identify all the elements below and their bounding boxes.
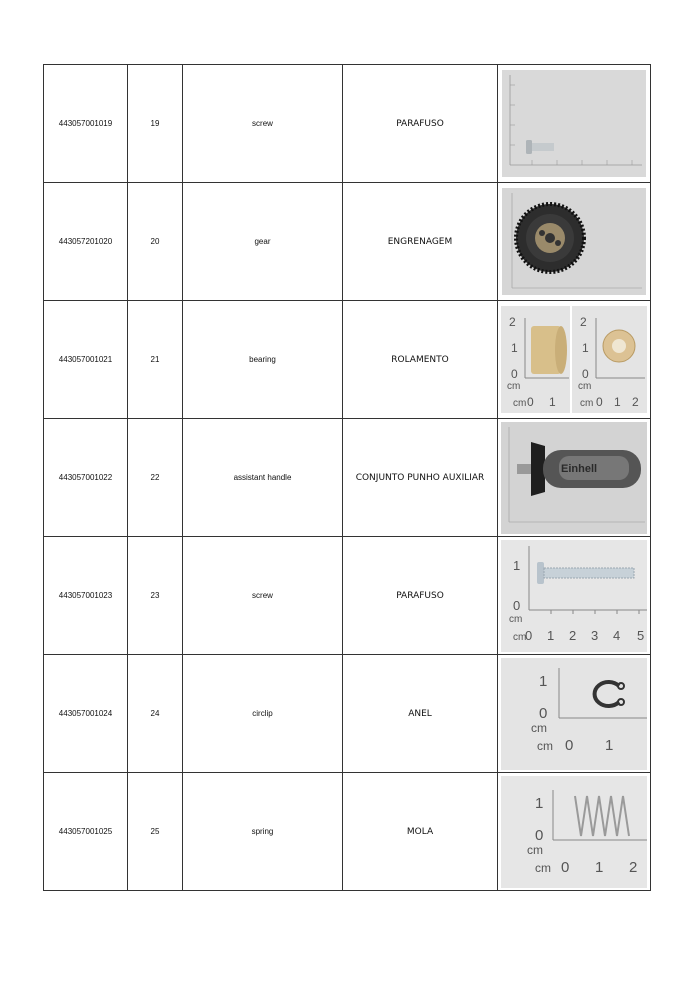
svg-text:cm: cm	[513, 398, 527, 409]
part-description: screw	[183, 537, 343, 655]
part-code: 443057001025	[44, 773, 128, 891]
svg-text:Einhell: Einhell	[561, 462, 598, 475]
svg-text:0: 0	[565, 736, 574, 754]
parts-table	[43, 64, 651, 891]
svg-text:1: 1	[595, 858, 604, 876]
part-code: 443057001021	[44, 301, 128, 419]
part-code: 443057201020	[44, 183, 128, 301]
svg-text:2: 2	[632, 395, 639, 409]
table-row	[44, 183, 651, 301]
svg-text:1: 1	[547, 627, 555, 643]
svg-text:1: 1	[605, 736, 614, 754]
screw-photo	[502, 70, 646, 177]
part-description-pt: ENGRENAGEM	[343, 183, 498, 301]
table-row	[44, 65, 651, 183]
position-number: 25	[128, 773, 183, 891]
svg-text:cm: cm	[537, 738, 553, 753]
part-description-pt: PARAFUSO	[343, 537, 498, 655]
part-description: spring	[183, 773, 343, 891]
svg-text:1: 1	[539, 672, 548, 690]
svg-text:1: 1	[535, 794, 544, 812]
part-code: 443057001022	[44, 419, 128, 537]
svg-text:cm: cm	[531, 720, 547, 735]
position-number: 22	[128, 419, 183, 537]
svg-text:3: 3	[591, 627, 599, 643]
table-row	[44, 773, 651, 891]
bearing-photo	[501, 306, 647, 413]
svg-text:cm: cm	[578, 381, 592, 392]
svg-text:5: 5	[637, 627, 645, 643]
part-description-pt: CONJUNTO PUNHO AUXILIAR	[343, 419, 498, 537]
svg-text:0: 0	[539, 704, 548, 722]
svg-text:cm: cm	[509, 613, 523, 625]
svg-text:2: 2	[569, 627, 577, 643]
svg-text:4: 4	[613, 627, 621, 643]
svg-text:1: 1	[614, 395, 621, 409]
svg-text:1: 1	[582, 341, 589, 355]
svg-text:0: 0	[535, 826, 544, 844]
part-description: assistant handle	[183, 419, 343, 537]
svg-text:0: 0	[513, 597, 521, 613]
part-description: circlip	[183, 655, 343, 773]
svg-text:cm: cm	[507, 381, 521, 392]
svg-text:1: 1	[511, 341, 518, 355]
svg-text:0: 0	[511, 367, 518, 381]
part-description: screw	[183, 65, 343, 183]
part-code: 443057001024	[44, 655, 128, 773]
svg-text:2: 2	[509, 315, 516, 329]
handle-photo	[501, 422, 647, 534]
part-code: 443057001023	[44, 537, 128, 655]
screw-photo	[501, 540, 647, 652]
table-row	[44, 655, 651, 773]
part-code: 443057001019	[44, 65, 128, 183]
svg-text:2: 2	[629, 858, 638, 876]
part-description: gear	[183, 183, 343, 301]
part-description-pt: MOLA	[343, 773, 498, 891]
svg-text:1: 1	[549, 395, 556, 409]
svg-text:cm: cm	[535, 860, 551, 875]
position-number: 24	[128, 655, 183, 773]
circlip-photo	[501, 658, 647, 770]
svg-text:cm: cm	[527, 842, 543, 857]
svg-text:0: 0	[527, 395, 534, 409]
position-number: 21	[128, 301, 183, 419]
svg-text:0: 0	[525, 627, 533, 643]
svg-text:0: 0	[561, 858, 570, 876]
position-number: 23	[128, 537, 183, 655]
svg-text:2: 2	[580, 315, 587, 329]
svg-text:0: 0	[582, 367, 589, 381]
part-description: bearing	[183, 301, 343, 419]
part-description-pt: ANEL	[343, 655, 498, 773]
svg-text:cm: cm	[580, 398, 594, 409]
svg-text:1: 1	[513, 557, 521, 573]
svg-text:cm: cm	[513, 631, 527, 643]
position-number: 19	[128, 65, 183, 183]
position-number: 20	[128, 183, 183, 301]
table-row	[44, 537, 651, 655]
gear-photo	[502, 188, 646, 295]
spring-photo	[501, 776, 647, 888]
table-row	[44, 301, 651, 419]
part-description-pt: PARAFUSO	[343, 65, 498, 183]
svg-text:0: 0	[596, 395, 603, 409]
part-description-pt: ROLAMENTO	[343, 301, 498, 419]
table-row	[44, 419, 651, 537]
